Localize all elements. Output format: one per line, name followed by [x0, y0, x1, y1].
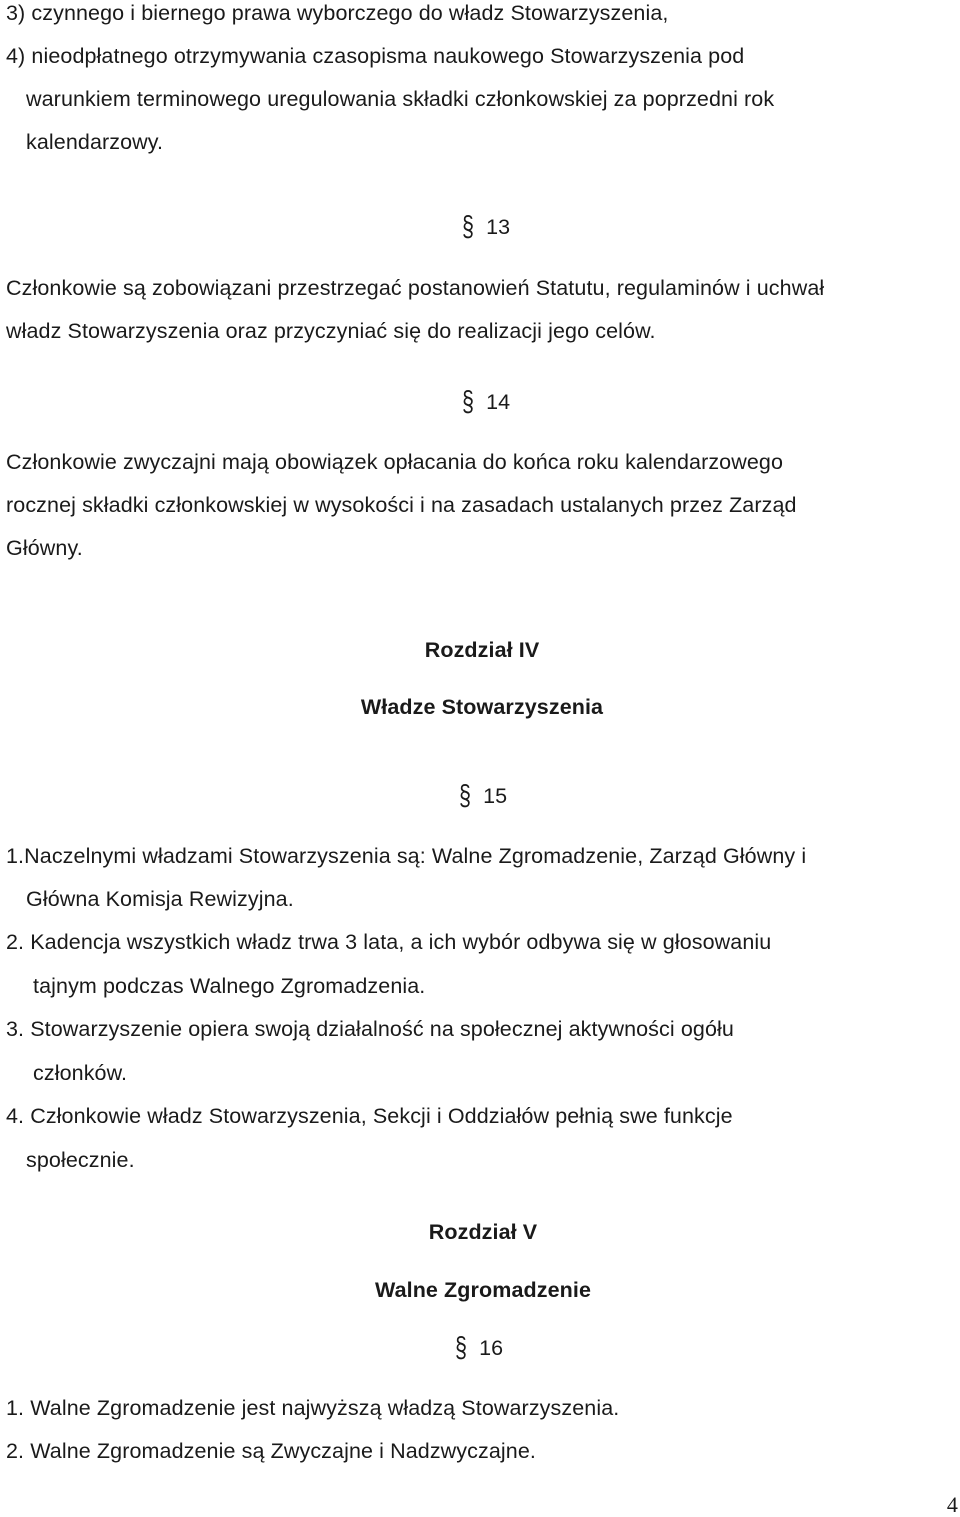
list-item-continuation: członków.: [33, 1061, 128, 1085]
section-sign-icon: §: [459, 779, 472, 812]
section-number: 15: [483, 784, 508, 808]
chapter-subtitle: Walne Zgromadzenie: [374, 1278, 592, 1302]
section-15-heading: [459, 779, 508, 812]
paragraph-line: Członkowie zwyczajni mają obowiązek opłacania do końca roku kalendarzowego: [6, 450, 784, 474]
section-14-heading: [462, 385, 511, 418]
list-item-continuation: kalendarzowy.: [26, 130, 164, 154]
section-sign-icon: §: [462, 385, 475, 418]
paragraph-line: Główny.: [6, 536, 83, 560]
section-number: 16: [479, 1336, 504, 1360]
section-number: 13: [486, 215, 511, 239]
list-item: 3) czynnego i biernego prawa wyborczego do władz Stowarzyszenia,: [6, 1, 669, 25]
list-item: 3. Stowarzyszenie opiera swoją działalność na społecznej aktywności ogółu: [6, 1017, 734, 1041]
list-item: 2. Walne Zgromadzenie są Zwyczajne i Nadzwyczajne.: [6, 1439, 536, 1463]
section-16-heading: [455, 1331, 504, 1364]
page-number: 4: [946, 1492, 958, 1517]
list-item-continuation: warunkiem terminowego uregulowania składki członkowskiej za poprzedni rok: [26, 87, 775, 111]
list-item: 4. Członkowie władz Stowarzyszenia, Sekcji i Oddziałów pełnią swe funkcje: [6, 1104, 733, 1128]
section-13-heading: [462, 210, 511, 243]
chapter-title: Rozdział V: [428, 1220, 538, 1244]
chapter-title: Rozdział IV: [424, 638, 540, 662]
list-item-continuation: Główna Komisja Rewizyjna.: [26, 887, 294, 911]
list-item: 2. Kadencja wszystkich władz trwa 3 lata, a ich wybór odbywa się w głosowaniu: [6, 930, 772, 954]
section-number: 14: [486, 390, 511, 414]
list-item: 1.Naczelnymi władzami Stowarzyszenia są: Walne Zgromadzenie, Zarząd Główny i: [6, 844, 807, 868]
section-sign-icon: §: [462, 210, 475, 243]
chapter-subtitle: Władze Stowarzyszenia: [360, 695, 604, 719]
list-item-continuation: tajnym podczas Walnego Zgromadzenia.: [33, 974, 426, 998]
list-item: 4) nieodpłatnego otrzymywania czasopisma naukowego Stowarzyszenia pod: [6, 44, 745, 68]
paragraph-line: rocznej składki członkowskiej w wysokości i na zasadach ustalanych przez Zarząd: [6, 493, 797, 517]
section-sign-icon: §: [455, 1331, 468, 1364]
paragraph-line: władz Stowarzyszenia oraz przyczyniać się do realizacji jego celów.: [6, 319, 656, 343]
paragraph-line: Członkowie są zobowiązani przestrzegać postanowień Statutu, regulaminów i uchwał: [6, 276, 825, 300]
list-item-continuation: społecznie.: [26, 1148, 135, 1172]
list-item: 1. Walne Zgromadzenie jest najwyższą władzą Stowarzyszenia.: [6, 1396, 620, 1420]
